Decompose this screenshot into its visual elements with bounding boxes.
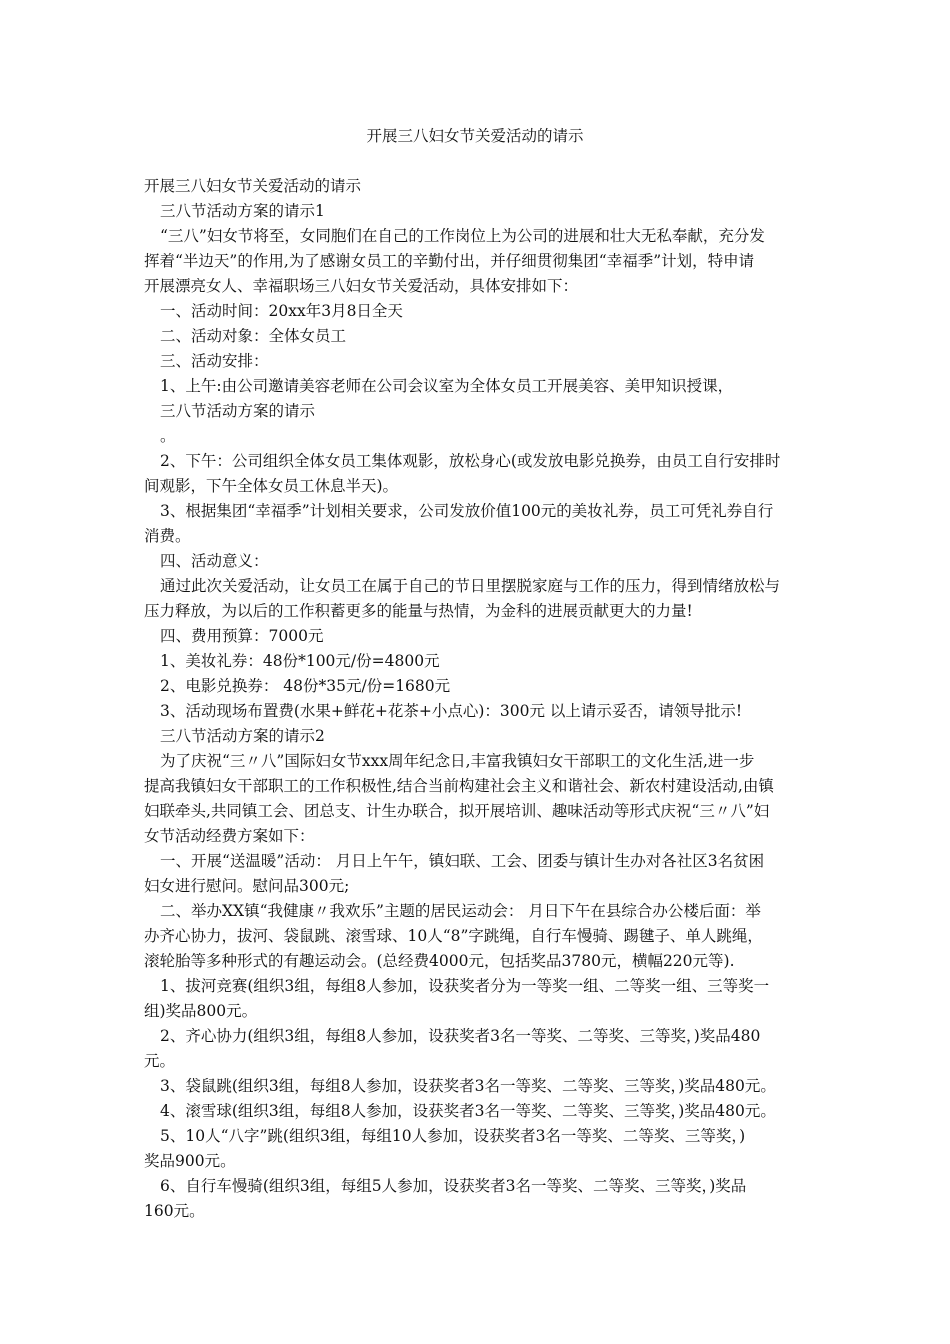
text-line: 5、10人“八字”跳(组织3组，每组10人参加，设获奖者3名一等奖、二等奖、三等奖，) xyxy=(160,1127,746,1145)
text-line: 1、上午:由公司邀请美容老师在公司会议室为全体女员工开展美容、美甲知识授课， xyxy=(160,377,734,395)
text-line: 二、活动对象：全体女员工 xyxy=(160,327,347,345)
text-line: 1、美妆礼券：48份*100元/份=4800元 xyxy=(160,652,440,670)
text-line: 一、开展“送温暖”活动： 月日上午午，镇妇联、工会、团委与镇计生办对各社区3名贫困 xyxy=(160,852,765,870)
text-line: 2、电影兑换券： 48份*35元/份=1680元 xyxy=(160,677,451,695)
text-line: “三八”妇女节将至，女同胞们在自己的工作岗位上为公司的进展和壮大无私奉献，充分发 xyxy=(160,227,765,245)
text-line: 三八节活动方案的请示2 xyxy=(160,727,325,745)
text-line: 三八节活动方案的请示1 xyxy=(160,202,325,220)
text-line: 三八节活动方案的请示 xyxy=(160,402,316,420)
text-line: 二、举办XX镇“我健康〃我欢乐”主题的居民运动会： 月日下午在县综合办公楼后面：举 xyxy=(160,902,761,920)
text-line: 3、活动现场布置费(水果+鲜花+花茶+小点心)：300元 以上请示妥否，请领导批示! xyxy=(160,702,743,720)
text-line: 3、袋鼠跳(组织3组，每组8人参加，设获奖者3名一等奖、二等奖、三等奖，)奖品480元。 xyxy=(160,1077,776,1095)
text-line: 妇女进行慰问。慰问品300元; xyxy=(144,877,350,895)
text-line: 160元。 xyxy=(144,1202,205,1220)
text-line: 间观影，下午全体女员工休息半天)。 xyxy=(144,477,399,495)
text-line: 开展漂亮女人、幸福职场三八妇女节关爱活动，具体安排如下： xyxy=(144,277,579,295)
document-title: 开展三八妇女节关爱活动的请示 xyxy=(366,127,584,145)
text-line: 组)奖品800元。 xyxy=(144,1002,258,1020)
document-body xyxy=(144,174,814,1224)
text-line: 2、下午：公司组织全体女员工集体观影，放松身心(或发放电影兑换券，由员工自行安排时 xyxy=(160,452,781,470)
text-line: 办齐心协力，拔河、袋鼠跳、滚雪球、10人“8”字跳绳，自行车慢骑、踢毽子、单人跳绳， xyxy=(144,927,763,945)
text-line: 2、齐心协力(组织3组，每组8人参加，设获奖者3名一等奖、二等奖、三等奖，)奖品480 xyxy=(160,1027,761,1045)
text-line: 开展三八妇女节关爱活动的请示 xyxy=(144,177,362,195)
text-line: 四、活动意义： xyxy=(160,552,269,570)
text-line: 压力释放，为以后的工作积蓄更多的能量与热情，为金科的进展贡献更大的力量! xyxy=(144,602,693,620)
text-line: 滚轮胎等多种形式的有趣运动会。(总经费4000元，包括奖品3780元，横幅220元等). xyxy=(144,952,735,970)
text-line: 四、费用预算：7000元 xyxy=(160,627,324,645)
text-line: 1、拔河竞赛(组织3组，每组8人参加，设获奖者分为一等奖一组、二等奖一组、三等奖一 xyxy=(160,977,770,995)
text-line: 通过此次关爱活动，让女员工在属于自己的节日里摆脱家庭与工作的压力，得到情绪放松与 xyxy=(160,577,781,595)
text-line: 奖品900元。 xyxy=(144,1152,236,1170)
text-line: 4、滚雪球(组织3组，每组8人参加，设获奖者3名一等奖、二等奖、三等奖，)奖品480元。 xyxy=(160,1102,776,1120)
text-line: 挥着“半边天”的作用,为了感谢女员工的辛勤付出，并仔细贯彻集团“幸福季”计划，特申请 xyxy=(144,252,755,270)
text-line: 提高我镇妇女干部职工的工作积极性,结合当前构建社会主义和谐社会、新农村建设活动,由镇 xyxy=(144,777,774,795)
text-line: 3、根据集团“幸福季”计划相关要求，公司发放价值100元的美妆礼券，员工可凭礼券自行 xyxy=(160,502,774,520)
text-line: 妇联牵头,共同镇工会、团总支、计生办联合，拟开展培训、趣味活动等形式庆祝“三〃八”妇 xyxy=(144,802,770,820)
text-line: 6、自行车慢骑(组织3组，每组5人参加，设获奖者3名一等奖、二等奖、三等奖，)奖品 xyxy=(160,1177,747,1195)
text-line: 为了庆祝“三〃八”国际妇女节xxx周年纪念日,丰富我镇妇女干部职工的文化生活,进一步 xyxy=(160,752,755,770)
text-line: 三、活动安排： xyxy=(160,352,269,370)
text-line: 女节活动经费方案如下： xyxy=(144,827,315,845)
text-line: 一、活动时间：20xx年3月8日全天 xyxy=(160,302,403,320)
text-line: 消费。 xyxy=(144,527,191,545)
text-line: 。 xyxy=(160,427,176,445)
text-line: 元。 xyxy=(144,1052,176,1070)
